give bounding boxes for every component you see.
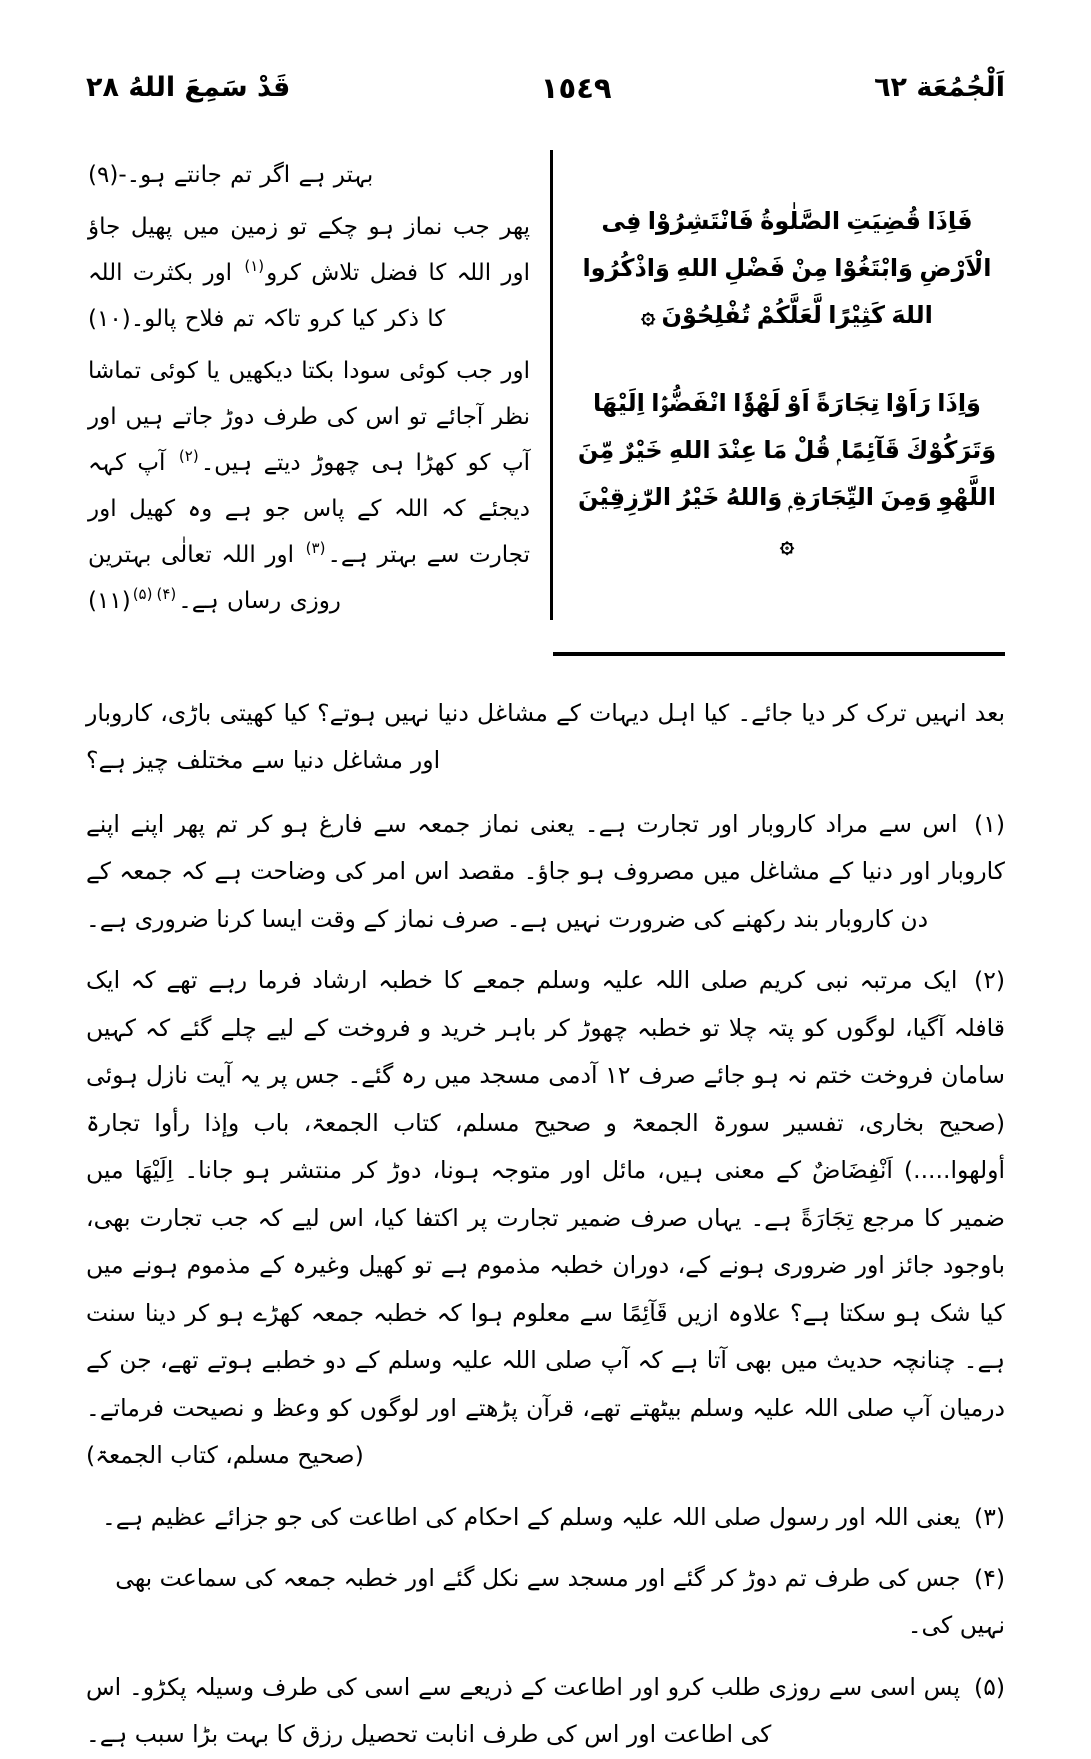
footnote-ref-3: (۳) — [305, 539, 326, 558]
footnote-text: جس کی طرف تم دوڑ کر گئے اور مسجد سے نکل گئے اور خطبہ جمعہ کی سماعت بھی نہیں کی۔ — [115, 1563, 1005, 1640]
scripture-block — [86, 150, 1005, 620]
ayah-verse-11: وَاِذَا رَاَوْا تِجَارَةً اَوْ لَهْوَۨا انْفَضُّوْۤا اِلَيْهَا وَتَرَكُوْكَ قَآئِمًا ۭ قُلْ مَا عِنْدَ اللهِ خَيْرٌ مِّنَ اللَّهْوِ وَمِنَ التِّجَارَةِ ۭ وَاللهُ خَيْرُ الرّٰزِقِيْنَ ۞ — [577, 389, 997, 558]
footnote-number: (۱) — [974, 809, 1005, 838]
translation-verse-11 — [88, 348, 530, 624]
page-header — [86, 72, 1005, 118]
translation-text-cont-2: اور اللہ تعالٰی بہترین روزی رساں ہے۔ — [88, 542, 341, 614]
translation-text-cont: اور بکثرت اللہ کا ذکر کیا کرو تاکہ تم فلاح پالو۔ — [88, 260, 446, 332]
juz-name-header: قَدْ سَمِعَ اللهُ ٢٨ — [86, 72, 291, 103]
arabic-verses-column — [550, 150, 1005, 620]
footnote-1 — [86, 801, 1005, 943]
surah-name-header: اَلْجُمُعَة ٦٢ — [874, 72, 1005, 103]
footnote-3 — [86, 1494, 1005, 1541]
section-divider — [553, 652, 1005, 656]
footnote-ref-1: (۱) — [244, 257, 265, 276]
verse-marker: (۱۱) — [88, 588, 131, 614]
translation-verse-9-tail: بہتر ہے اگر تم جانتے ہو۔-(۹) — [88, 162, 374, 188]
translation-text: اور جب کوئی سودا بکتا دیکھیں یا کوئی تماشا نظر آجائے تو اس کی طرف دوڑ جاتے ہیں اور آپ کو کھڑا ہی چھوڑ دیتے ہیں۔ — [88, 358, 531, 476]
translation-text: بہتر ہے اگر تم جانتے ہو۔ — [126, 162, 374, 188]
footnote-ref-5: (۵) — [132, 585, 153, 604]
footnote-ref-4: (۴) — [156, 585, 177, 604]
footnote-4 — [86, 1555, 1005, 1650]
translation-text: پھر جب نماز ہو چکے تو زمین میں پھیل جاؤ اور اللہ کا فضل تلاش کرو — [88, 214, 530, 286]
translation-text-cont: آپ کہہ دیجئے کہ اللہ کے پاس جو ہے وہ کھیل اور تجارت سے بہتر ہے۔ — [88, 450, 530, 568]
urdu-translation-column — [86, 150, 550, 620]
footnote-text: پس اسی سے روزی طلب کرو اور اطاعت کے ذریعے سے اسی کی طرف وسیلہ پکڑو۔ اس کی اطاعت اور اس کی طرف انابت تحصیل رزق کا بہت بڑا سبب ہے۔ — [86, 1672, 961, 1749]
page-number: ١٥٤٩ — [540, 71, 612, 105]
footnote-number: (۳) — [974, 1502, 1005, 1531]
verse-marker: (۱۰) — [88, 306, 131, 332]
footnote-text: ایک مرتبہ نبی کریم صلی اللہ علیہ وسلم جمعے کا خطبہ ارشاد فرما رہے تھے کہ ایک قافلہ آگیا، لوگوں کو پتہ چلا تو خطبہ چھوڑ کر باہر خرید و فروخت کے لیے چلے گئے کہ کہیں سامان فروخت ختم نہ ہو جائے صرف ۱۲ آدمی مسجد میں رہ گئے۔ جس پر یہ آیت نازل ہوئی (صحیح بخاری، تفسیر سورۃ الجمعۃ و صحیح مسلم، کتاب الجمعۃ، باب وإذا رأوا تجارۃ أولهوا.....) اَنْفِضَاضٌ کے معنی ہیں، مائل اور متوجہ ہونا، دوڑ کر منتشر ہو جانا۔ اِلَیْهَا میں ضمیر کا مرجع تِجَارَةً ہے۔ یہاں صرف ضمیر تجارت پر اکتفا کیا، اس لیے کہ جب تجارت بھی، باوجود جائز اور ضروری ہونے کے، دوران خطبہ مذموم ہے تو کھیل وغیرہ کے مذموم ہونے میں کیا شک ہو سکتا ہے؟ علاوہ ازیں قَآئِمًا سے معلوم ہوا کہ خطبہ جمعہ کھڑے ہو کر دینا سنت ہے۔ چنانچہ حدیث میں بھی آتا ہے کہ آپ صلی اللہ علیہ وسلم کے دو خطبے ہوتے تھے، جن کے درمیان آپ صلی اللہ علیہ وسلم بیٹھتے تھے، قرآن پڑھتے اور لوگوں کو وعظ و نصیحت فرماتے۔ (صحیح مسلم، کتاب الجمعۃ) — [86, 966, 1005, 1470]
verse-marker: (۹) — [88, 162, 119, 188]
ayah-verse-10: فَاِذَا قُضِيَتِ الصَّلٰوةُ فَانْتَشِرُوْا فِى الْاَرْضِ وَابْتَغُوْا مِنْ فَضْلِ اللهِ وَاذْكُرُوا اللهَ كَثِيْرًا لَّعَلَّكُمْ تُفْلِحُوْنَ ۞ — [582, 207, 992, 329]
footnote-number: (۵) — [974, 1672, 1005, 1701]
commentary-section — [86, 690, 1005, 1749]
translation-verse-10 — [88, 204, 530, 342]
footnote-2 — [86, 957, 1005, 1479]
footnote-number: (۲) — [974, 966, 1005, 995]
footnote-text: اس سے مراد کاروبار اور تجارت ہے۔ یعنی نماز جمعہ سے فارغ ہو کر تم پھر اپنے اپنے کاروبار اور دنیا کے مشاغل میں مصروف ہو جاؤ۔ مقصد اس امر کی وضاحت ہے کہ جمعہ کے دن کاروبار بند رکھنے کی ضرورت نہیں ہے۔ صرف نماز کے وقت ایسا کرنا ضروری ہے۔ — [86, 809, 1005, 933]
footnote-ref-2: (۲) — [178, 447, 199, 466]
footnote-text: یعنی اللہ اور رسول صلی اللہ علیہ وسلم کے احکام کی اطاعت کی جو جزائے عظیم ہے۔ — [101, 1502, 961, 1531]
footnote-5 — [86, 1664, 1005, 1759]
commentary-intro-paragraph: بعد انہیں ترک کر دیا جائے۔ کیا اہل دیہات کے مشاغل دنیا نہیں ہوتے؟ کیا کھیتی باڑی، کاروبار اور مشاغل دنیا سے مختلف چیز ہے؟ — [86, 699, 1005, 775]
footnote-number: (۴) — [974, 1563, 1005, 1592]
